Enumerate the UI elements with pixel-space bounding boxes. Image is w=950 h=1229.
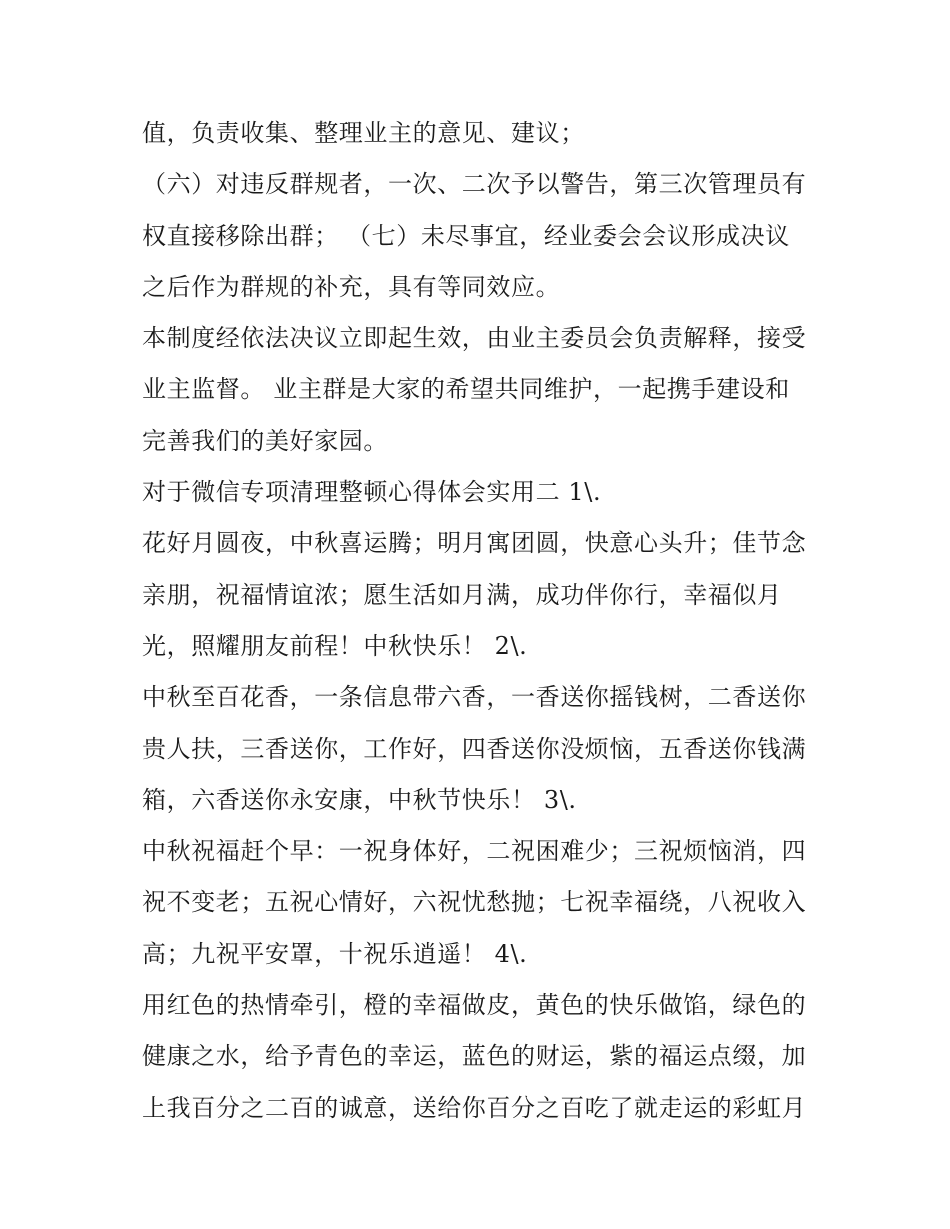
- text-line: 业主监督。 业主群是大家的希望共同维护，一起携手建设和: [142, 375, 790, 404]
- text-line: 光，照耀朋友前程！中秋快乐！ 2\.: [142, 631, 528, 660]
- text-line: 权直接移除出群； （七）未尽事宜，经业委会会议形成决议: [142, 221, 790, 250]
- text-line: 贵人扶，三香送你，工作好，四香送你没烦恼，五香送你钱满: [142, 734, 807, 763]
- text-line: 值，负责收集、整理业主的意见、建议；: [142, 119, 585, 147]
- text-line: 健康之水，给予青色的幸运，蓝色的财运，紫的福运点缀，加: [142, 1042, 807, 1071]
- text-line: 之后作为群规的补充，具有等同效应。: [142, 272, 561, 301]
- document-body: [142, 108, 822, 1134]
- text-line: 高；九祝平安罩，十祝乐逍遥！ 4\.: [142, 939, 528, 968]
- text-line: 箱，六香送你永安康，中秋节快乐！ 3\.: [142, 785, 577, 814]
- text-line: 中秋至百花香，一条信息带六香，一香送你摇钱树，二香送你: [142, 683, 807, 712]
- text-line: 花好月圆夜，中秋喜运腾；明月寓团圆，快意心头升；佳节念: [142, 529, 807, 558]
- text-line: 亲朋，祝福情谊浓；愿生活如月满，成功伴你行，幸福似月: [142, 580, 782, 609]
- text-line: （六）对违反群规者，一次、二次予以警告，第三次管理员有: [142, 170, 807, 199]
- text-line: 用红色的热情牵引，橙的幸福做皮，黄色的快乐做馅，绿色的: [142, 991, 807, 1020]
- text-line: 祝不变老；五祝心情好，六祝忧愁抛；七祝幸福绕，八祝收入: [142, 888, 807, 917]
- text-line: 中秋祝福赶个早：一祝身体好，二祝困难少；三祝烦恼消，四: [142, 837, 807, 866]
- text-line: 完善我们的美好家园。: [142, 426, 388, 455]
- section-heading: 对于微信专项清理整顿心得体会实用二 1\.: [142, 478, 602, 507]
- text-line: 本制度经依法决议立即起生效，由业主委员会负责解释，接受: [142, 324, 807, 353]
- text-line: 上我百分之二百的诚意，送给你百分之百吃了就走运的彩虹月: [142, 1093, 807, 1122]
